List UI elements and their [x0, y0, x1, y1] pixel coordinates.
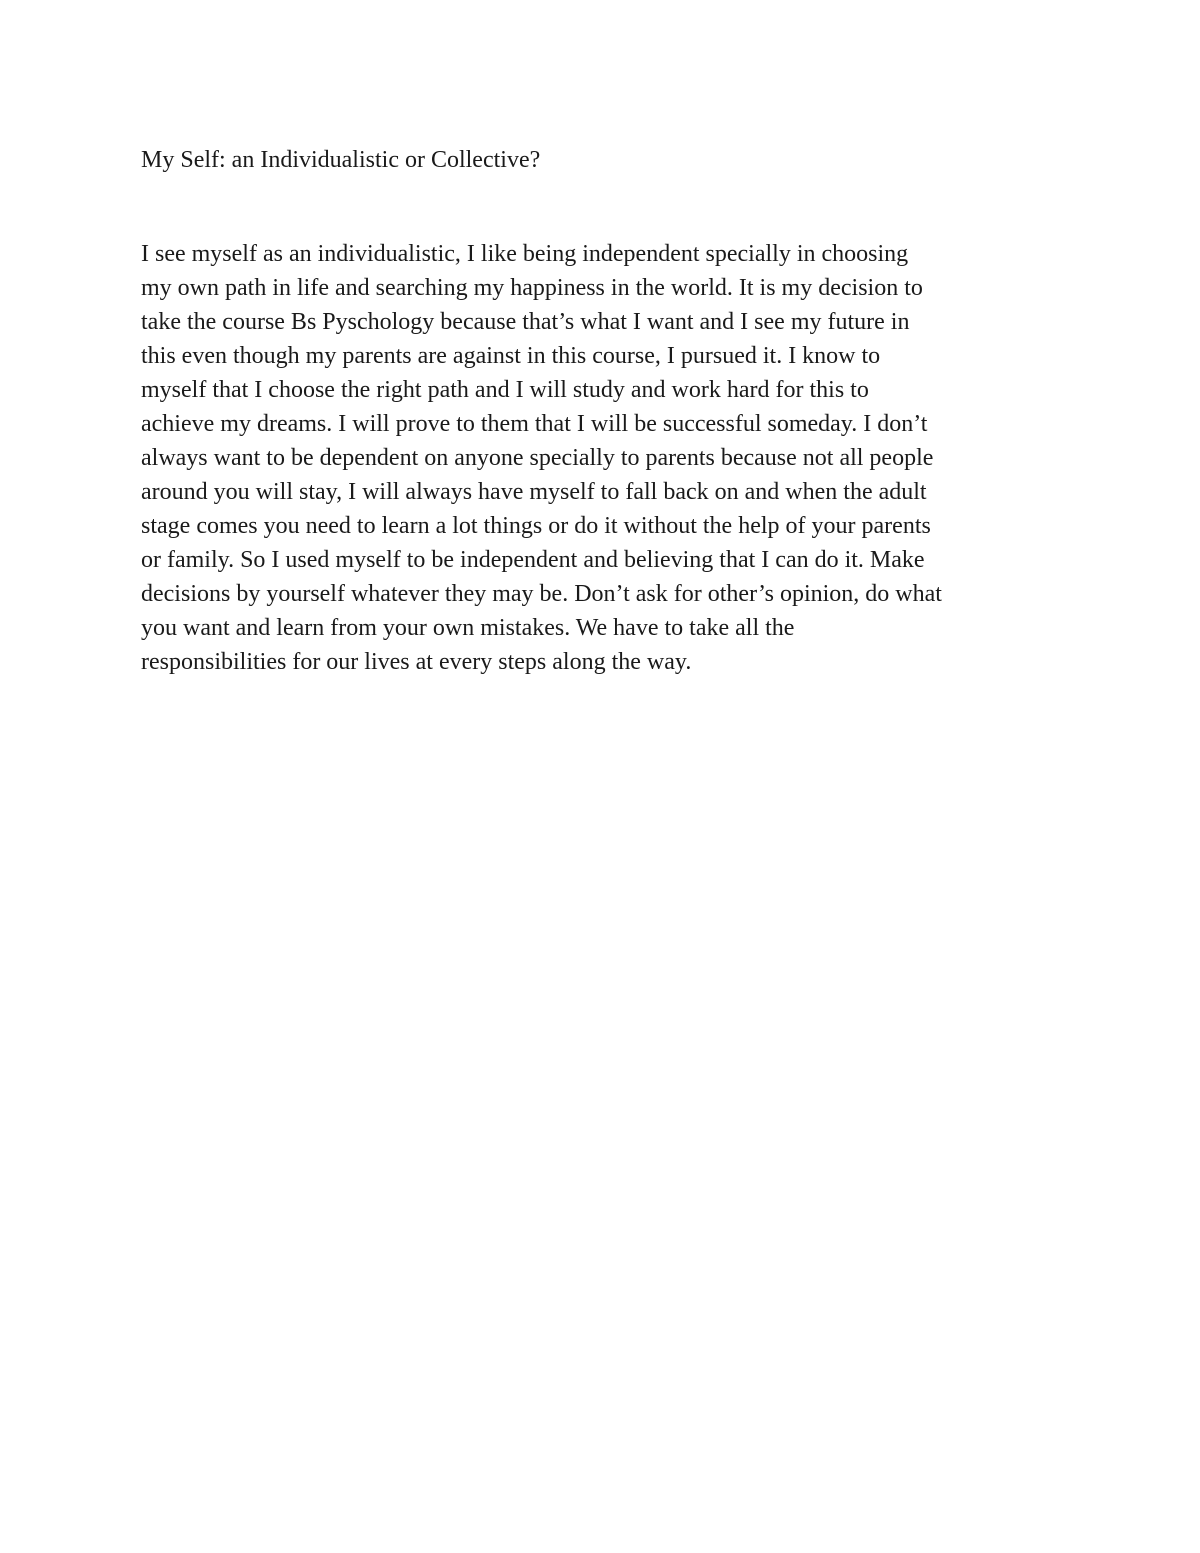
document-body [141, 237, 1081, 679]
body-line: this even though my parents are against in this course, I pursued it. I know to [141, 343, 881, 369]
body-line: around you will stay, I will always have myself to fall back on and when the adult [141, 479, 927, 505]
body-line: take the course Bs Pyschology because that’s what I want and I see my future in [141, 309, 910, 335]
body-line: always want to be dependent on anyone specially to parents because not all people [141, 445, 934, 471]
body-line: decisions by yourself whatever they may be. Don’t ask for other’s opinion, do what [141, 581, 942, 607]
document-title: My Self: an Individualistic or Collective? [141, 147, 541, 173]
body-line: responsibilities for our lives at every steps along the way. [141, 649, 692, 675]
body-line: myself that I choose the right path and I will study and work hard for this to [141, 377, 869, 403]
body-line: my own path in life and searching my happiness in the world. It is my decision to [141, 275, 923, 301]
body-line: stage comes you need to learn a lot things or do it without the help of your parents [141, 513, 931, 539]
body-line: or family. So I used myself to be independent and believing that I can do it. Make [141, 547, 925, 573]
body-line: you want and learn from your own mistakes. We have to take all the [141, 615, 795, 641]
body-line: achieve my dreams. I will prove to them that I will be successful someday. I don’t [141, 411, 928, 437]
body-line: I see myself as an individualistic, I like being independent specially in choosing [141, 241, 909, 267]
